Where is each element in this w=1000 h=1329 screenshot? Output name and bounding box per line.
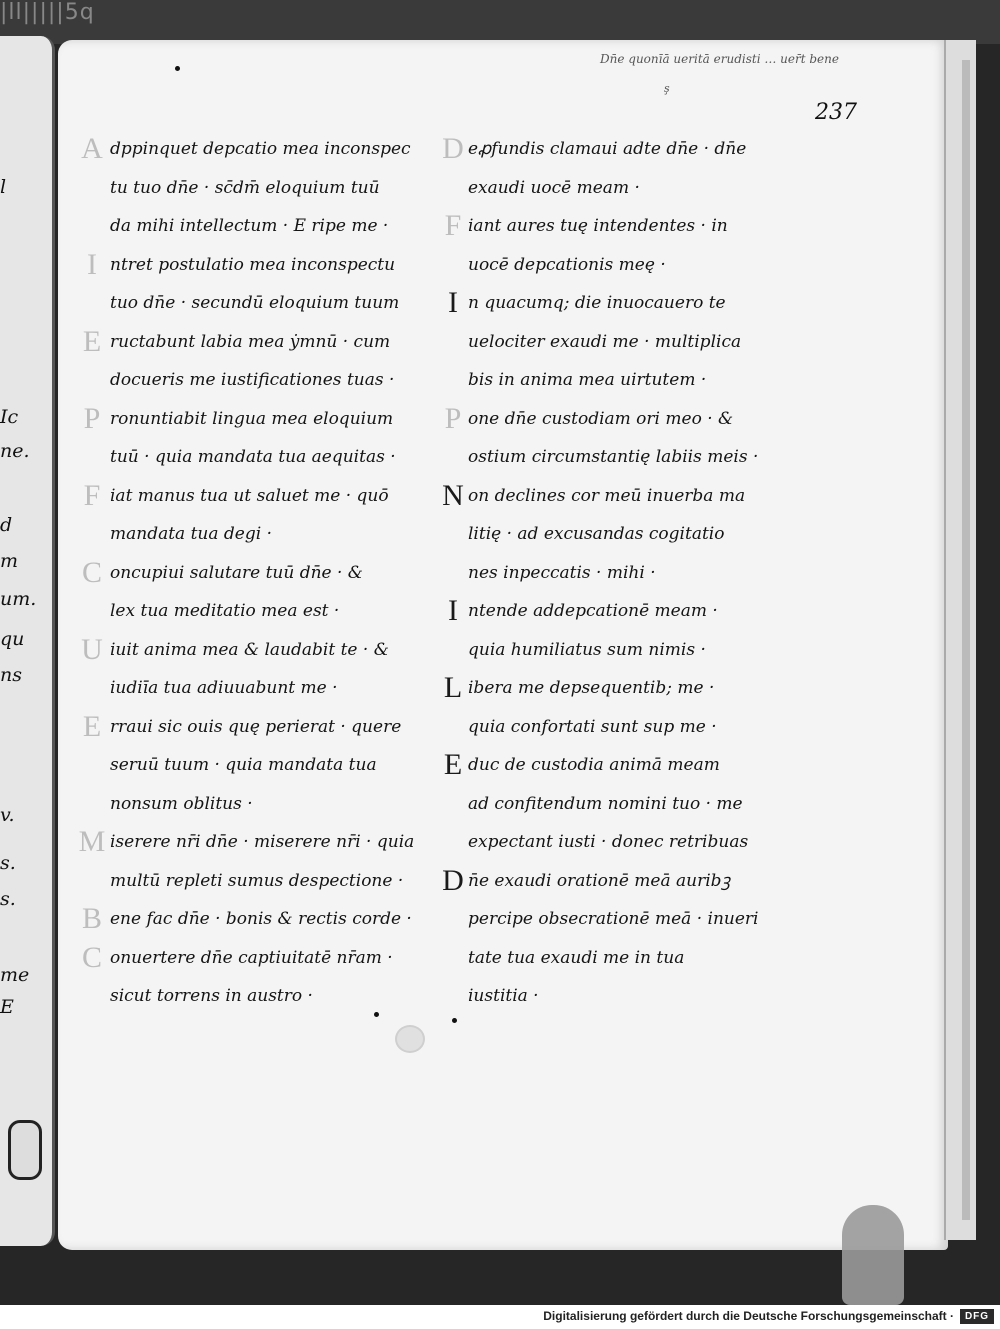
line-text: tuo dn̄e · secundū eloquium tuum — [110, 293, 400, 313]
line-text: uocē depcationis meę · — [468, 254, 666, 275]
line-text: eꝓfundis clamaui adte dn̄e · dn̄e — [468, 139, 747, 159]
funding-credit: Digitalisierung gefördert durch die Deutsche Forschungsgemeinschaft · — [543, 1309, 954, 1323]
line-text: nes inpeccatis · mihi · — [468, 562, 656, 583]
line-text: ronuntiabit lingua mea eloquium — [110, 408, 394, 429]
left-page-fragment: v. — [0, 804, 15, 826]
line-text: oncupiui salutare tuū dn̄e · & — [110, 562, 363, 583]
line-text: duc de custodia animā meam — [468, 755, 720, 775]
line-text: expectant iusti · donec retribuas — [468, 832, 749, 852]
initial-letter: N — [442, 478, 464, 512]
right-page-stack-inner — [962, 60, 970, 1220]
line-text: sicut torrens in austro · — [110, 986, 313, 1006]
initial-letter: E — [443, 748, 463, 781]
line-text: ene fac dn̄e · bonis & rectis corde · — [110, 909, 412, 929]
line-text: multū repleti sumus despectione · — [110, 870, 404, 891]
scan-top-band — [0, 0, 1000, 44]
top-annotation: Dn̄e quonīā ueritā erudisti … uer̄t bene — [600, 52, 839, 66]
initial-letter: P — [444, 401, 462, 435]
page-clip — [8, 1120, 42, 1180]
left-page-fragment: E — [0, 996, 14, 1018]
initial-letter: B — [81, 902, 102, 935]
left-page-fragment: ns — [0, 664, 22, 686]
line-text: mandata tua degi · — [110, 524, 272, 544]
left-page-fragment: s. — [0, 888, 16, 910]
line-text: uelociter exaudi me · multiplica — [468, 331, 742, 352]
ink-dot — [452, 1018, 457, 1023]
line-text: iant aures tuę intendentes · in — [468, 216, 728, 236]
line-text: tuū · quia mandata tua aequitas · — [110, 447, 396, 467]
line-text: rraui sic ouis quę perierat · quere — [110, 716, 402, 737]
line-text: quia confortati sunt sup me · — [468, 716, 717, 737]
line-text: iserere nr̄i dn̄e · miserere nr̄i · quia — [110, 832, 415, 852]
line-text: iuit anima mea & laudabit te · & — [110, 639, 389, 660]
line-text: onuertere dn̄e captiuitatē nr̄am · — [110, 947, 393, 968]
line-text: ntret postulatio mea inconspectu — [110, 254, 396, 275]
left-page-fragment: s. — [0, 852, 16, 874]
left-page-fragment: qu — [0, 628, 25, 650]
initial-letter: D — [442, 863, 464, 897]
ink-dot — [175, 66, 180, 71]
line-text: exaudi uocē meam · — [468, 177, 640, 198]
left-page-fragment: d — [0, 514, 13, 536]
line-text: n̄e exaudi orationē meā auribꝫ — [468, 870, 731, 891]
holding-thumb — [842, 1205, 904, 1305]
initial-letter: I — [448, 594, 458, 627]
initial-letter: E — [82, 324, 102, 358]
initial-letter: I — [87, 247, 97, 281]
initial-letter: U — [81, 632, 103, 666]
line-text: ntende addepcationē meam · — [468, 601, 718, 621]
left-page-fragment: m — [0, 550, 19, 572]
initial-letter: P — [83, 401, 101, 435]
ruler-fragment: |ll|||||5q — [0, 0, 95, 25]
line-text: seruū tuum · quia mandata tua — [110, 755, 377, 775]
initial-letter: A — [81, 132, 103, 165]
left-page-edge — [0, 36, 55, 1246]
line-text: one dn̄e custodiam ori meo · & — [468, 408, 734, 429]
initial-letter: C — [81, 940, 102, 974]
left-page-fragment: me — [0, 964, 30, 986]
initial-letter: M — [78, 825, 106, 858]
left-page-fragment: um. — [0, 588, 37, 610]
line-text: n quacumq; die inuocauero te — [468, 293, 726, 313]
line-text: quia humiliatus sum nimis · — [468, 639, 706, 660]
ink-dot — [374, 1012, 379, 1017]
line-text: tate tua exaudi me in tua — [468, 947, 685, 968]
initial-letter: L — [443, 671, 463, 704]
line-text: ibera me depsequentib; me · — [468, 678, 715, 698]
footer-bar — [0, 1305, 1000, 1329]
initial-letter: I — [448, 286, 458, 319]
left-page-fragment: ne. — [0, 440, 30, 462]
line-text: nonsum oblitus · — [110, 793, 253, 814]
line-text: iustitia · — [468, 986, 539, 1006]
initial-letter: F — [83, 478, 101, 512]
right-page-stack — [944, 40, 976, 1240]
line-text: ad confitendum nomini tuo · me — [468, 793, 743, 814]
folio-number: 237 — [815, 100, 857, 125]
left-page-fragment: Ic — [0, 406, 19, 428]
initial-letter: F — [444, 209, 462, 242]
line-text: lex tua meditatio mea est · — [110, 601, 340, 621]
line-text: litię · ad excusandas cogitatio — [468, 524, 725, 544]
line-text: bis in anima mea uirtutem · — [468, 370, 707, 390]
line-text: on declines cor meū inuerba ma — [468, 485, 746, 506]
initial-letter: D — [442, 132, 464, 165]
initial-letter: C — [81, 555, 102, 589]
line-text: iudiīa tua adiuuabunt me · — [110, 678, 338, 698]
dfg-logo: DFG — [960, 1309, 994, 1324]
line-text: docueris me iustificationes tuas · — [110, 370, 395, 390]
top-mark: ş — [664, 82, 670, 95]
left-page-fragment: l — [0, 176, 7, 198]
line-text: ructabunt labia mea ẏmnū · cum — [110, 331, 391, 352]
line-text: percipe obsecrationē meā · inueri — [468, 909, 759, 929]
initial-letter: E — [82, 709, 102, 743]
line-text: ostium circumstantię labiis meis · — [468, 447, 759, 467]
line-text: tu tuo dn̄e · sc̄dm̄ eloquium tuū — [110, 177, 380, 198]
line-text: da mihi intellectum · E ripe me · — [110, 216, 389, 236]
line-text: dppinquet depcatio mea inconspec — [110, 139, 411, 159]
line-text: iat manus tua ut saluet me · quō — [110, 485, 389, 506]
parchment-stain — [395, 1025, 425, 1053]
